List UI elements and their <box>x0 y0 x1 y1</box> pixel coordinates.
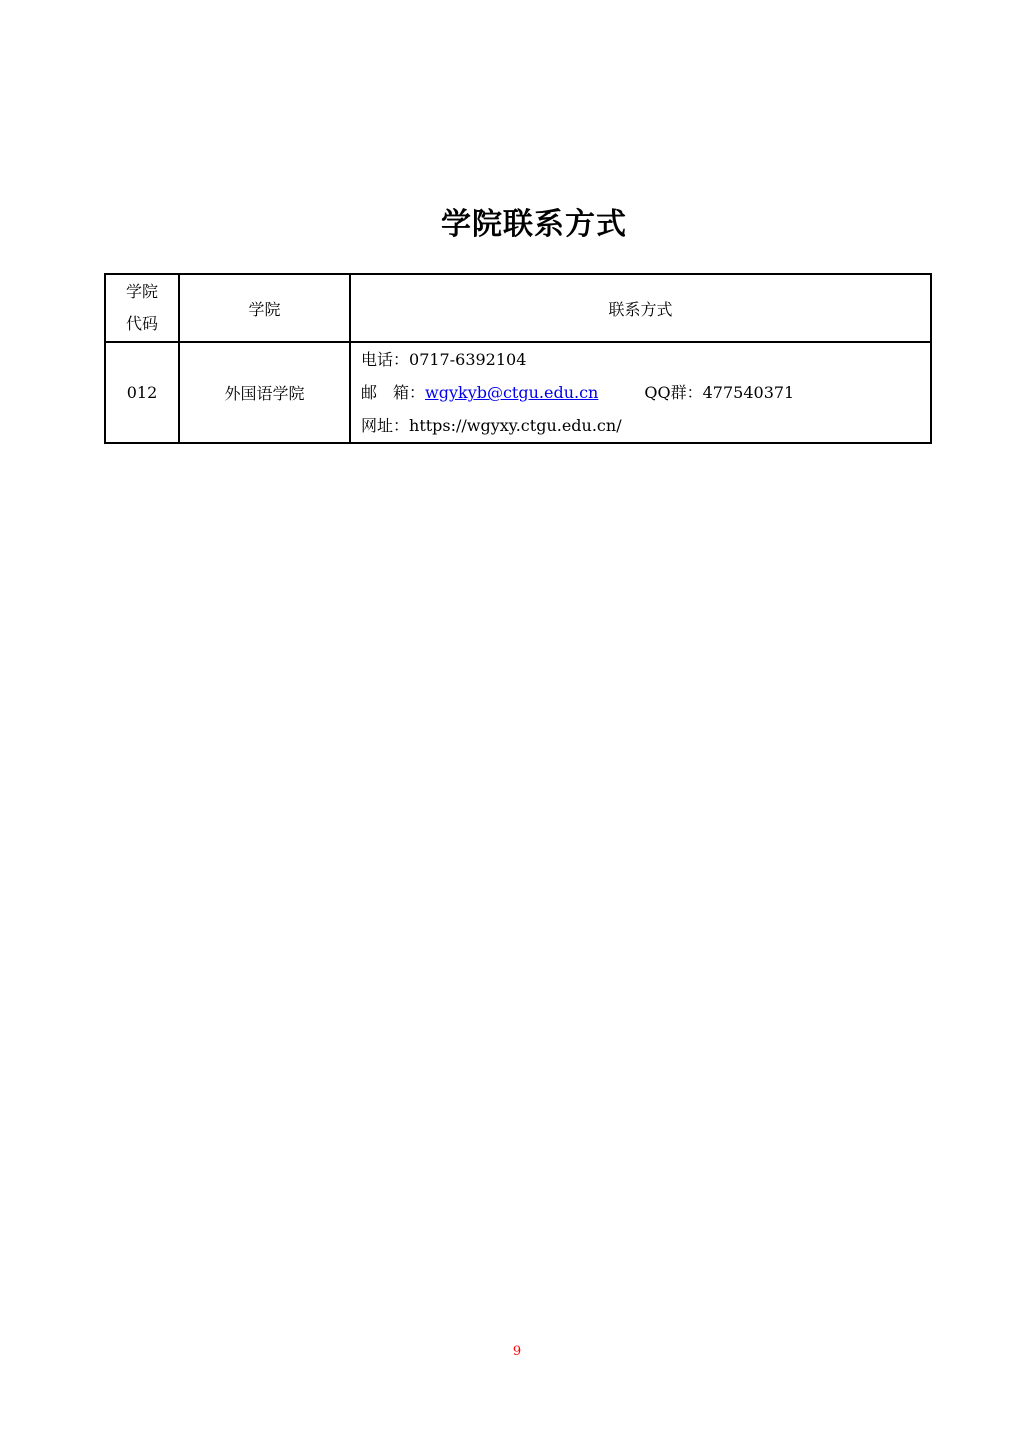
qq-value: 477540371 <box>702 383 795 402</box>
page-title: 学院联系方式 <box>441 207 627 242</box>
header-contact: 联系方式 <box>350 274 931 342</box>
table-row <box>105 342 931 443</box>
qq-label: QQ群： <box>644 383 703 402</box>
contact-table <box>104 273 932 444</box>
header-code-line2: 代码 <box>125 314 158 333</box>
website-line <box>361 409 930 442</box>
header-college-code <box>105 274 179 342</box>
email-label: 邮 箱： <box>361 383 426 402</box>
website-value: https://wgyxy.ctgu.edu.cn/ <box>409 416 622 435</box>
college-code-cell: 012 <box>105 342 179 443</box>
table-header-row <box>105 274 931 342</box>
page-number: 9 <box>512 1344 522 1359</box>
header-college: 学院 <box>179 274 350 342</box>
website-label: 网址： <box>361 416 410 435</box>
email-line <box>361 376 930 409</box>
phone-line <box>361 343 930 376</box>
college-name-cell: 外国语学院 <box>179 342 350 443</box>
email-link[interactable]: wgykyb@ctgu.edu.cn <box>425 383 599 402</box>
phone-label: 电话： <box>361 350 410 369</box>
header-code-line1: 学院 <box>125 282 158 301</box>
contact-cell <box>350 342 931 443</box>
phone-value: 0717-6392104 <box>409 350 527 369</box>
